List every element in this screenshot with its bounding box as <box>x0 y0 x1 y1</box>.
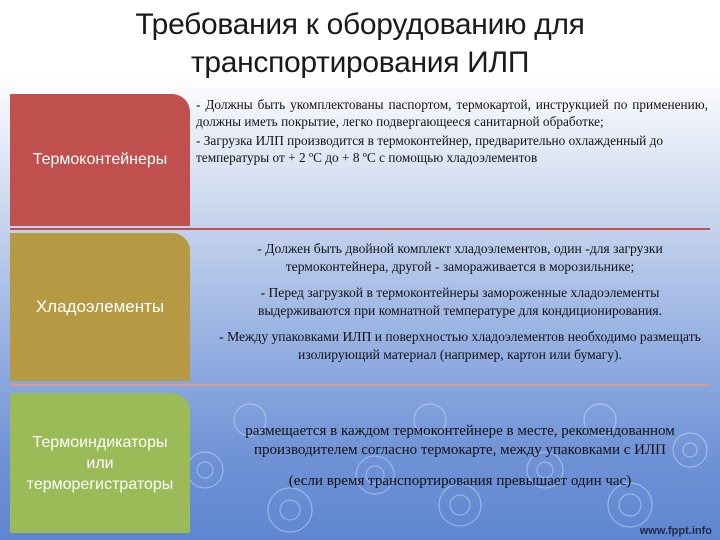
row-label-line: или <box>86 454 114 472</box>
page-title <box>0 6 720 82</box>
row-label-text: Хладоэлементы <box>35 297 165 316</box>
row-text-thermocontainers <box>196 96 708 166</box>
paragraph: - Загрузка ИЛП производится в термоконтейнер, предварительно охлажденный до температуры от + 2 ºС до + 8 ºС с помощью хладоэлементов <box>196 133 664 165</box>
title-line-1: Требования к оборудованию для <box>135 8 585 41</box>
row-label-thermo-indicators <box>10 393 190 533</box>
row-divider <box>10 228 710 230</box>
watermark-logo: www.fppt.info <box>639 525 712 537</box>
row-label-cold-packs <box>10 233 190 381</box>
row-label-line: Термоиндикаторы <box>32 433 168 451</box>
row-text-thermo-indicators <box>210 422 710 491</box>
row-text-cold-packs <box>215 240 705 364</box>
title-line-2: транспортирования ИЛП <box>190 46 530 79</box>
paragraph: - Должны быть укомплектованы паспортом, термокартой, инструкцией по применению, должны иметь покрытие, легко подвергающееся санитарной обработке; <box>196 97 708 129</box>
paragraph: - Между упаковками ИЛП и поверхностью хладоэлементов необходимо размещать изолирующий материал (например, картон или бумагу). <box>219 329 701 362</box>
paragraph: размещается в каждом термоконтейнере в месте, рекомендованном производителем согласно термокарте, между упаковками с ИЛП <box>245 423 675 458</box>
row-label-text: Термоконтейнеры <box>32 151 168 168</box>
row-label-thermocontainers <box>10 94 190 226</box>
paragraph: - Должен быть двойной комплект хладоэлементов, один -для загрузки термоконтейнера, другой - замораживается в морозильнике; <box>257 241 663 274</box>
row-divider <box>10 384 710 386</box>
paragraph: - Перед загрузкой в термоконтейнеры замороженные хладоэлементы выдерживаются при комнатной температуре для кондиционирования. <box>257 285 663 318</box>
paragraph: (если время транспортирования превышает один час) <box>288 473 632 489</box>
row-label-line: терморегистраторы <box>26 475 174 493</box>
